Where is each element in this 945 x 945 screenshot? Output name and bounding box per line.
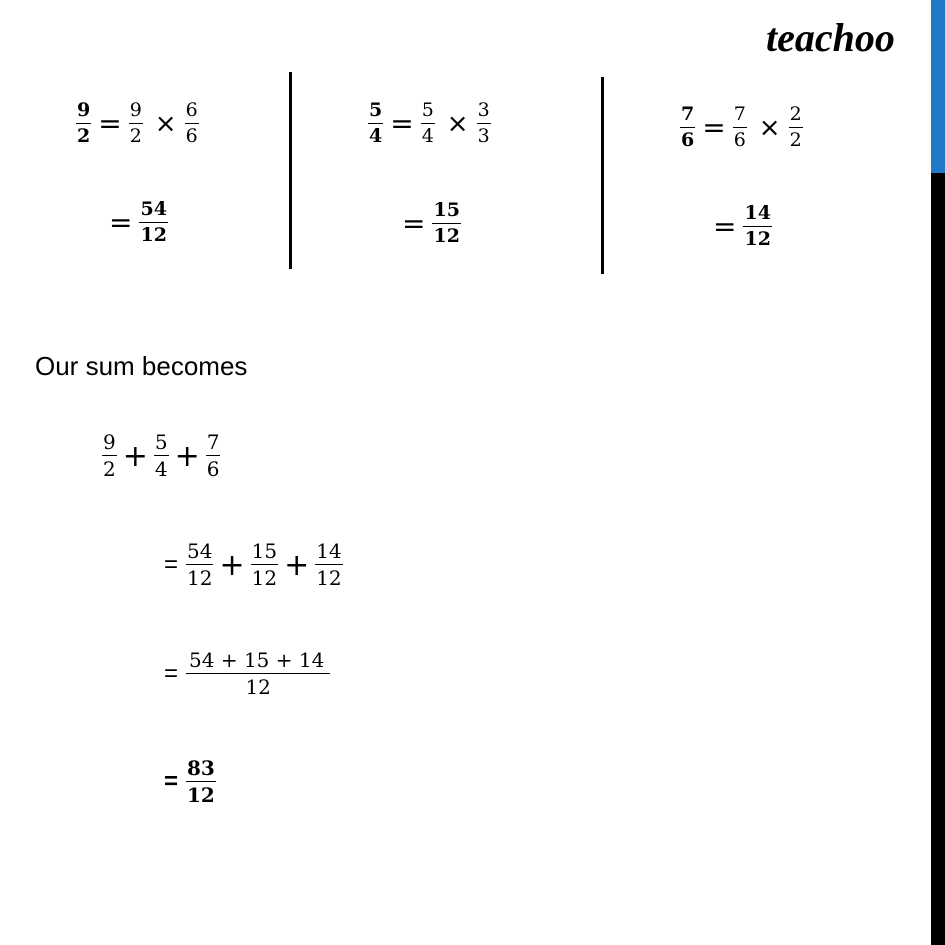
fraction-numerator: 5 [154, 430, 168, 454]
equals-sign: = [390, 107, 414, 141]
sum-fraction-2 [152, 432, 171, 480]
step-2-equation [164, 650, 332, 698]
sum-heading: Our sum becomes [35, 351, 248, 381]
plus-sign: + [219, 547, 245, 583]
fraction-numerator: 6 [185, 101, 199, 124]
conversion-2-equation [366, 101, 493, 147]
fraction-numerator: 3 [477, 101, 491, 124]
fraction-numerator: 54 [187, 539, 213, 563]
fraction-numerator: 9 [103, 430, 116, 454]
equals-sign: = [702, 111, 726, 145]
times-sign: × [154, 108, 177, 139]
fraction-numerator: 5 [368, 101, 383, 124]
fraction-numerator: 15 [432, 201, 460, 224]
conversion-3-result [708, 204, 774, 250]
step-1-fraction-2 [249, 541, 280, 589]
fraction-numerator: 7 [206, 430, 220, 454]
conversion-1-b [183, 101, 201, 147]
equals-sign: = [98, 107, 122, 141]
conversion-3-equation [678, 105, 805, 151]
fraction-denominator: 6 [733, 128, 746, 151]
step-3-equation [164, 758, 218, 806]
fraction-denominator: 6 [681, 128, 695, 151]
times-sign: × [446, 108, 469, 139]
conversion-1-lhs [74, 101, 93, 147]
conversion-1-result [104, 200, 170, 246]
fraction-denominator: 12 [744, 227, 771, 250]
conversion-2-result-fraction [430, 201, 462, 247]
fraction-denominator: 2 [103, 457, 116, 481]
fraction-denominator: 2 [129, 124, 142, 147]
step-2-fraction [184, 650, 332, 698]
fraction-denominator: 12 [433, 224, 460, 247]
fraction-denominator: 12 [245, 675, 271, 699]
fraction-numerator: 7 [733, 105, 747, 128]
conversion-1-a [127, 101, 145, 147]
sum-fraction-3 [204, 432, 223, 480]
conversion-1-equation [74, 101, 201, 147]
column-divider-1 [289, 72, 292, 269]
fraction-denominator: 3 [477, 124, 490, 147]
fraction-denominator: 4 [421, 124, 434, 147]
fraction-numerator: 5 [421, 101, 435, 124]
conversion-1-result-fraction [137, 200, 169, 246]
plus-sign: + [284, 547, 310, 583]
sum-fraction-1 [100, 432, 119, 480]
conversion-3-a [731, 105, 749, 151]
teachoo-logo: teachoo [766, 15, 895, 60]
fraction-numerator: 83 [187, 756, 215, 780]
plus-sign: + [174, 438, 200, 474]
fraction-denominator: 12 [187, 566, 213, 590]
step-1-fraction-1 [184, 541, 215, 589]
equals-sign: = [164, 660, 179, 687]
fraction-numerator: 14 [743, 204, 771, 227]
fraction-numerator: 9 [129, 101, 143, 124]
fraction-denominator: 12 [316, 566, 342, 590]
fraction-numerator: 54 [139, 200, 167, 223]
conversion-3-b [787, 105, 805, 151]
fraction-denominator: 12 [187, 783, 215, 807]
fraction-denominator: 6 [185, 124, 198, 147]
column-divider-2 [601, 77, 604, 274]
fraction-denominator: 6 [206, 457, 220, 481]
sidebar-blue-accent [931, 0, 945, 173]
equals-sign: = [402, 207, 426, 241]
fraction-denominator: 4 [369, 124, 383, 147]
step-1-fraction-3 [313, 541, 344, 589]
sum-expression [100, 432, 222, 480]
conversion-2-lhs [366, 101, 385, 147]
equals-sign: = [164, 768, 179, 795]
conversion-2-result [397, 201, 463, 247]
equals-sign: = [713, 210, 737, 244]
fraction-denominator: 12 [251, 566, 278, 590]
fraction-numerator: 14 [316, 539, 342, 563]
fraction-numerator: 2 [789, 105, 803, 128]
conversion-2-a [419, 101, 437, 147]
fraction-denominator: 2 [77, 124, 91, 147]
equals-sign: = [109, 206, 133, 240]
times-sign: × [758, 112, 781, 143]
final-result-fraction [184, 758, 218, 806]
conversion-3-lhs [678, 105, 697, 151]
step-1-equation [164, 541, 345, 589]
conversion-3-result-fraction [741, 204, 773, 250]
fraction-numerator: 15 [251, 539, 278, 563]
fraction-denominator: 2 [789, 128, 802, 151]
fraction-denominator: 12 [140, 223, 167, 246]
plus-sign: + [122, 438, 148, 474]
fraction-numerator: 9 [76, 101, 91, 124]
conversion-2-b [475, 101, 493, 147]
fraction-denominator: 4 [154, 457, 168, 481]
equals-sign: = [164, 551, 179, 578]
fraction-numerator: 54 + 15 + 14 [186, 650, 330, 674]
fraction-numerator: 7 [680, 105, 695, 128]
